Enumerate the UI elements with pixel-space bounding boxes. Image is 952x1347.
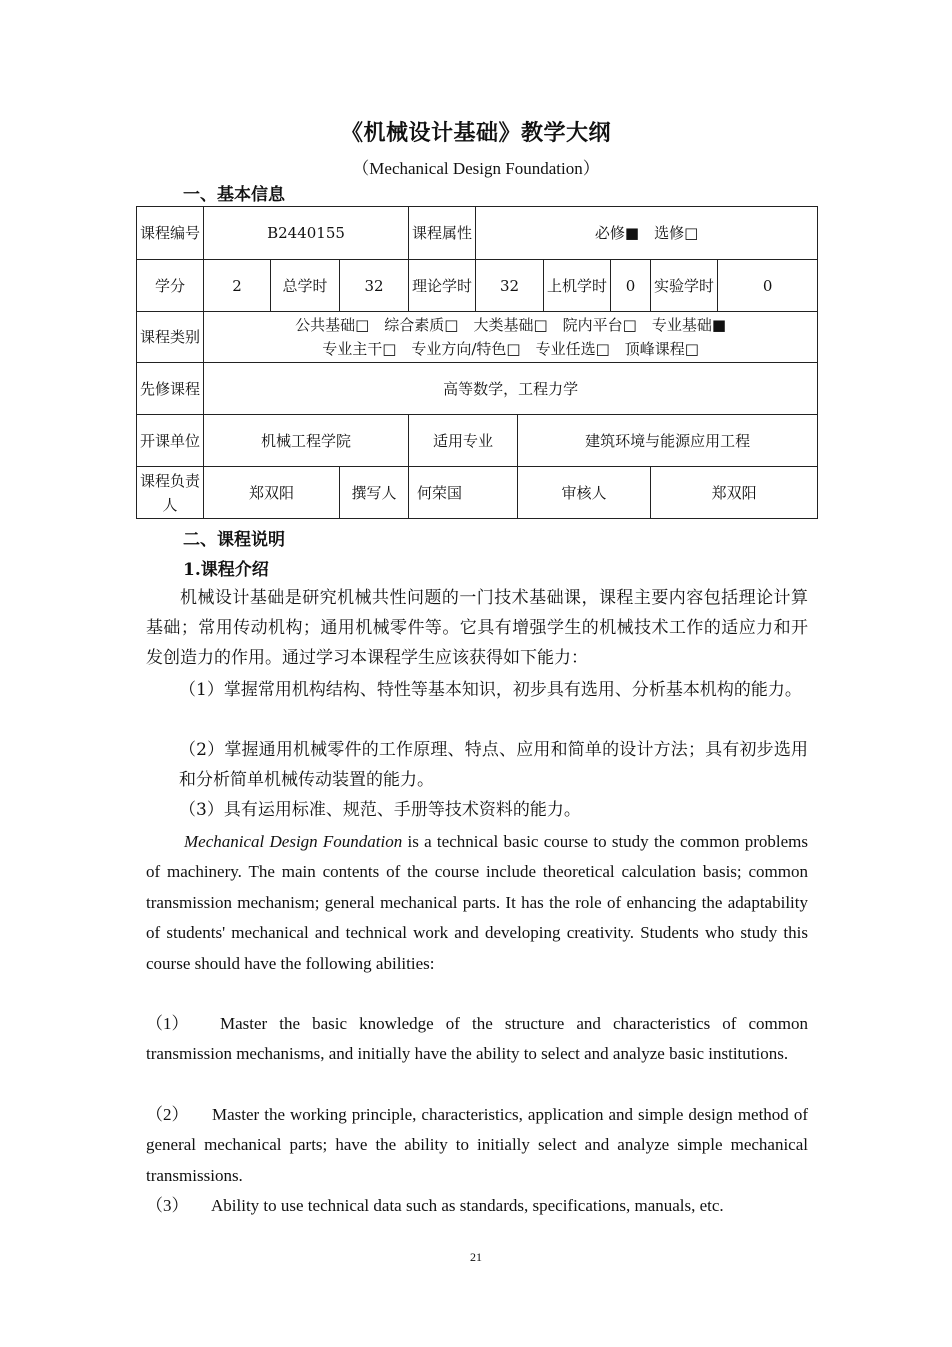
writer-label: 撰写人 [340,467,409,519]
intro-paragraph-en [146,827,808,979]
ability-en-3 [146,1191,808,1221]
ability-en-3-text: Ability to use technical data such as standards, specifications, manuals, etc. [211,1196,724,1215]
ability-cn-2: （2）掌握通用机械零件的工作原理、特点、应用和简单的设计方法；具有初步选用和分析简单机械传动装置的能力。 [179,740,808,790]
dept-value: 机械工程学院 [204,415,409,467]
lab-hours-label: 实验学时 [651,260,718,312]
course-code-value: B2440155 [204,207,409,260]
total-hours-label: 总学时 [271,260,340,312]
table-row [137,207,818,260]
category-line-1: 公共基础□ 综合素质□ 大类基础□ 院内平台□ 专业基础■ [295,316,726,334]
table-row [137,363,818,415]
subsection-heading-course-intro: 1.课程介绍 [183,560,269,580]
reviewer-label: 审核人 [518,467,651,519]
computer-hours-value: 0 [611,260,651,312]
basic-info-table [136,206,818,519]
credit-value: 2 [204,260,271,312]
computer-hours-label: 上机学时 [544,260,611,312]
course-name-italic: Mechanical Design Foundation [184,832,403,851]
ability-en-1-text: Master the basic knowledge of the structure and characteristics of common transmission mechanisms, and initially have the ability to select and analyze basic institutions. [146,1014,808,1064]
table-row [137,260,818,312]
document-subtitle: （Mechanical Design Foundation） [352,159,600,178]
section-heading-course-description: 二、课程说明 [183,530,285,550]
reviewer-value: 郑双阳 [651,467,818,519]
writer-value: 何荣国 [409,467,518,519]
category-line-2: 专业主干□ 专业方向/特色□ 专业任选□ 顶峰课程□ [322,340,699,358]
prereq-label: 先修课程 [137,363,204,415]
category-value [204,312,818,363]
lead-label: 课程负责人 [137,467,204,519]
credit-label: 学分 [137,260,204,312]
ability-en-2-number: （2） [146,1105,189,1124]
dept-label: 开课单位 [137,415,204,467]
ability-en-1 [146,1009,808,1070]
intro-en-text: is a technical basic course to study the common problems of machinery. The main contents of the course include theoretical calculation basis; common transmission mechanism; general mechanical parts. It has the role of enhancing the adaptability of students' mechanical and technical work and developing creativity. Students who study this course should have the following abilities: [146,832,808,973]
theory-hours-label: 理论学时 [409,260,476,312]
major-value: 建筑环境与能源应用工程 [518,415,818,467]
lead-value: 郑双阳 [204,467,340,519]
table-row [137,467,818,519]
intro-paragraph-cn: 机械设计基础是研究机械共性问题的一门技术基础课，课程主要内容包括理论计算基础；常用传动机构；通用机械零件等。它具有增强学生的机械技术工作的适应力和开发创造力的作用。通过学习本课程学生应该获得如下能力： [146,588,808,668]
ability-en-2-text: Master the working principle, characteristics, application and simple design method of general mechanical parts; have the ability to initially select and analyze simple mechanical transmissions. [146,1105,808,1185]
course-attr-value: 必修■ 选修□ [476,207,818,260]
total-hours-value: 32 [340,260,409,312]
ability-en-3-number: （3） [146,1196,189,1215]
table-row [137,415,818,467]
course-attr-label: 课程属性 [409,207,476,260]
page-number: 21 [470,1250,482,1264]
ability-cn-1: （1）掌握常用机构结构、特性等基本知识，初步具有选用、分析基本机构的能力。 [179,680,802,700]
ability-en-1-number: （1） [146,1014,189,1033]
ability-cn-3: （3）具有运用标准、规范、手册等技术资料的能力。 [179,800,581,820]
prereq-value: 高等数学，工程力学 [204,363,818,415]
lab-hours-value: 0 [718,260,818,312]
course-code-label: 课程编号 [137,207,204,260]
table-row [137,312,818,363]
ability-en-2 [146,1100,808,1191]
major-label: 适用专业 [409,415,518,467]
category-label: 课程类别 [137,312,204,363]
section-heading-basic-info: 一、基本信息 [183,185,285,205]
theory-hours-value: 32 [476,260,544,312]
document-title: 《机械设计基础》教学大纲 [340,120,611,146]
